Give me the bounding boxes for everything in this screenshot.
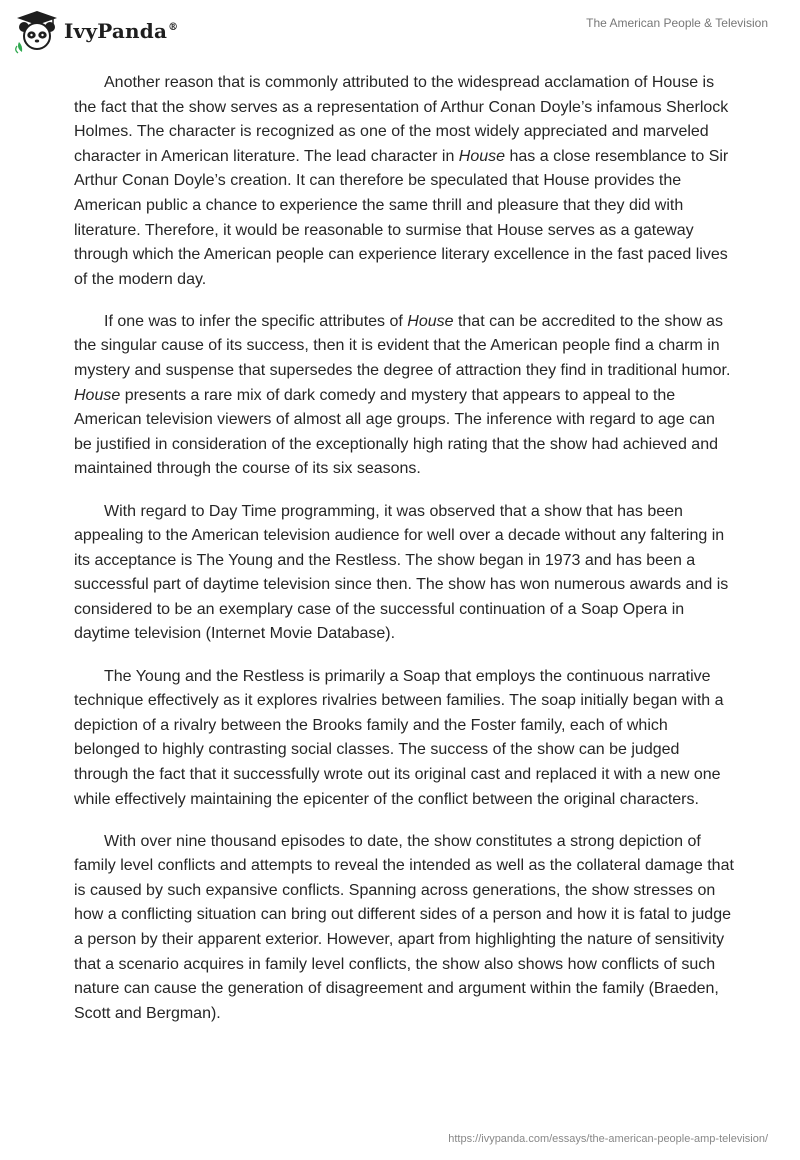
text-run: If one was to infer the specific attributes of: [104, 312, 408, 330]
essay-paragraph: [74, 71, 734, 292]
page-header: [0, 0, 800, 60]
essay-paragraph: [74, 830, 734, 1027]
essay-paragraph: [74, 665, 734, 813]
essay-paragraph: [74, 310, 734, 482]
italic-title: House: [407, 312, 454, 330]
text-run: that can be accredited to the show as the singular cause of its success, then it is evident that the American people find a charm in mystery and suspense that supersedes the degree of attraction they find in traditional humor.: [74, 312, 731, 380]
essay-paragraph: [74, 500, 734, 648]
panda-graduate-icon: [14, 8, 60, 54]
italic-title: House: [74, 386, 121, 404]
text-run: presents a rare mix of dark comedy and mystery that appears to appeal to the American television viewers of almost all age groups. The inference with regard to age can be justified in consideration of the exceptionally high rating that the show had achieved and maintained through the course of its six seasons.: [74, 386, 718, 478]
document-title: The American People & Television: [586, 16, 768, 30]
ivypanda-logo[interactable]: [14, 8, 178, 54]
source-url[interactable]: https://ivypanda.com/essays/the-american-people-amp-television/: [448, 1133, 768, 1145]
essay-body: [74, 71, 734, 1044]
text-run: Another reason that is commonly attributed to the widespread acclamation of House is the fact that the show serves as a representation of Arthur Conan Doyle’s infamous Sherlock Holmes. The character is recognized as one of the most widely appreciated and marveled character in American literature. The lead character in: [74, 74, 729, 165]
logo-text: [64, 19, 178, 43]
text-run: With regard to Day Time programming, it was observed that a show that has been appealing to the American television audience for well over a decade without any faltering in its acceptance is The Young and the Restless. The show began in 1973 and has been a successful part of daytime television since then. The show has won numerous awards and is considered to be an exemplary case of the successful continuation of a Soap Opera in daytime television (Internet Movie Database).: [74, 502, 729, 643]
text-run: With over nine thousand episodes to date, the show constitutes a strong depiction of family level conflicts and attempts to reveal the intended as well as the collateral damage that is caused by such expansive conflicts. Spanning across generations, the show stresses on how a conflicting situation can bring out different sides of a person and how it is fatal to judge a person by their apparent exterior. However, apart from highlighting the nature of sensitivity that a scenario acquires in family level conflicts, the show also shows how conflicts of such nature can cause the generation of disagreement and argument within the family (Braeden, Scott and Bergman).: [74, 832, 734, 1022]
registered-mark: ®: [168, 22, 179, 34]
brand-name: IvyPanda: [64, 19, 168, 43]
italic-title: House: [458, 147, 506, 165]
text-run: has a close resemblance to Sir Arthur Conan Doyle’s creation. It can therefore be speculated that House provides the American public a chance to experience the same thrill and pleasure that they did with literature. Therefore, it would be reasonable to surmise that House serves as a gateway through which the American people can experience literary excellence in the fast paced lives of the modern day.: [74, 147, 729, 288]
text-run: The Young and the Restless is primarily a Soap that employs the continuous narrative technique effectively as it explores rivalries between families. The soap initially began with a depiction of a rivalry between the Brooks family and the Foster family, each of which belonged to highly contrasting social classes. The success of the show can be judged through the fact that it successfully wrote out its original cast and replaced it with a new one while effectively maintaining the epicenter of the conflict between the original characters.: [74, 667, 724, 808]
